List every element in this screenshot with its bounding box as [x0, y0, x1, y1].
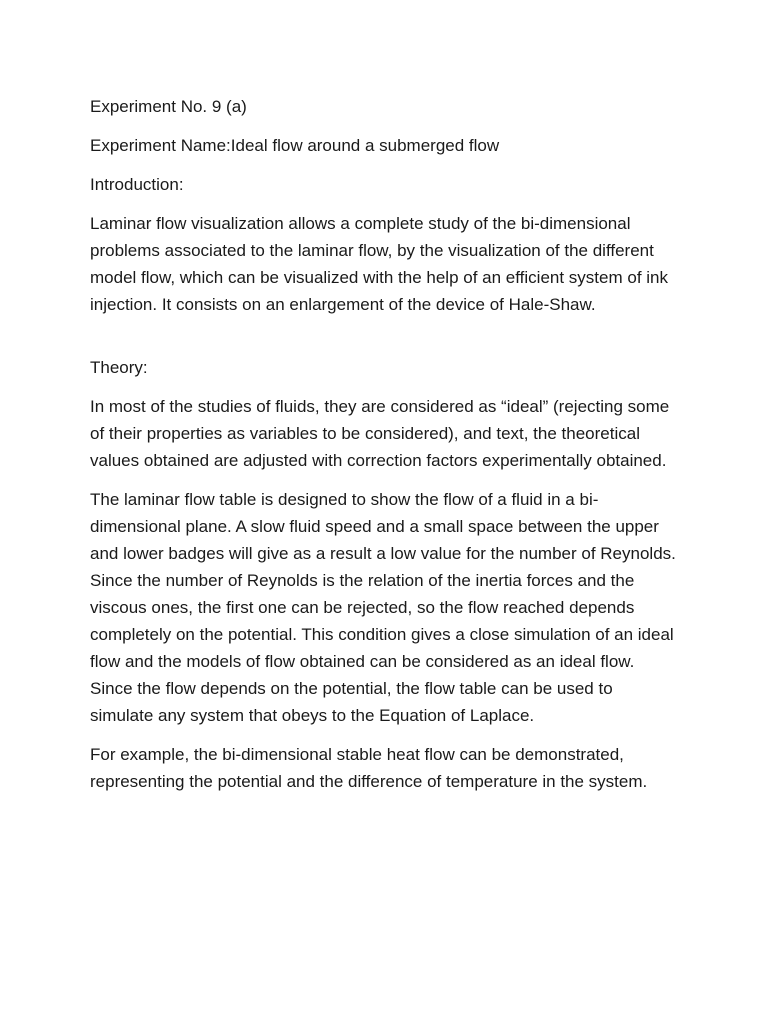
theory-heading: Theory: — [90, 358, 148, 377]
experiment-name: Experiment Name:Ideal flow around a submerged flow — [90, 136, 500, 155]
theory-paragraph-ideal: In most of the studies of fluids, they are considered as “ideal” (rejecting some of their properties as variables to be considered), and text, the theoretical values obtained are adjusted with correction factors experimentally obtained. — [90, 397, 670, 470]
theory-paragraph-heat-flow: For example, the bi-dimensional stable heat flow can be demonstrated, representing the potential and the difference of temperature in the system. — [90, 745, 648, 791]
section-spacer — [90, 330, 680, 354]
document-body — [90, 93, 680, 807]
theory-paragraph-laminar-table: The laminar flow table is designed to show the flow of a fluid in a bi-dimensional plane. A slow fluid speed and a small space between the upper and lower badges will give as a result a low value for the number of Reynolds. Since the number of Reynolds is the relation of the inertia forces and the viscous ones, the first one can be rejected, so the flow reached depends completely on the potential. This condition gives a close simulation of an ideal flow and the models of flow obtained can be considered as an ideal flow. Since the flow depends on the potential, the flow table can be used to simulate any system that obeys to the Equation of Laplace. — [90, 490, 676, 725]
experiment-number: Experiment No. 9 (a) — [90, 97, 247, 116]
introduction-paragraph: Laminar flow visualization allows a complete study of the bi-dimensional problems associated to the laminar flow, by the visualization of the different model flow, which can be visualized with the help of an efficient system of ink injection. It consists on an enlargement of the device of Hale-Shaw. — [90, 214, 668, 314]
introduction-heading: Introduction: — [90, 175, 184, 194]
